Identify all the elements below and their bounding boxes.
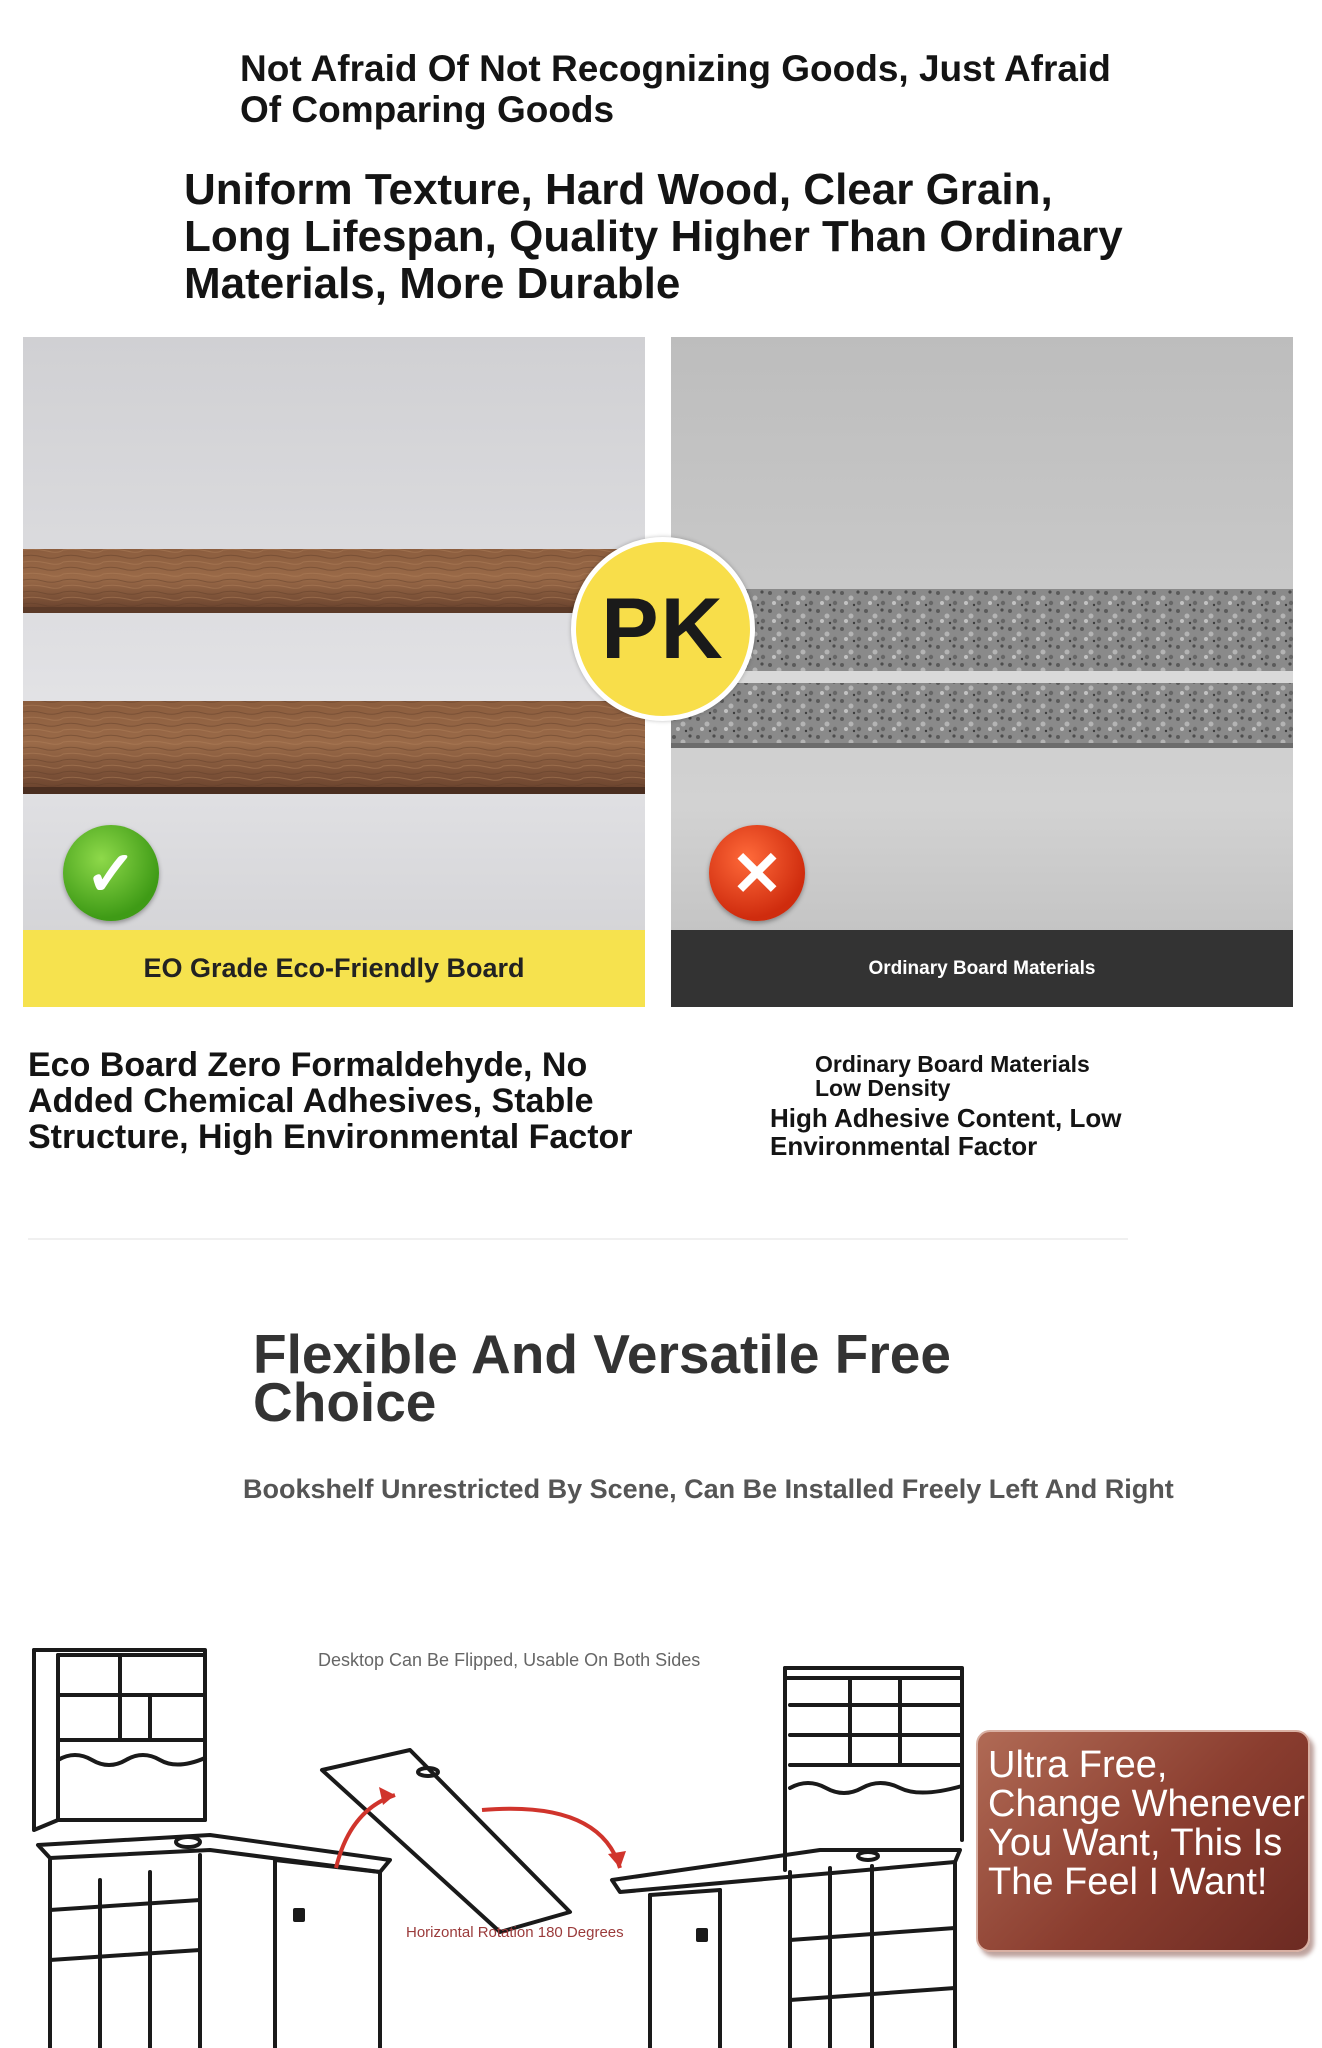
section-subtitle-bookshelf: Bookshelf Unrestricted By Scene, Can Be Installed Freely Left And Right [243, 1474, 1174, 1504]
ordinary-board-label: Ordinary Board Materials [868, 957, 1096, 979]
ordinary-board-title: Ordinary Board Materials Low Density [815, 1051, 1090, 1101]
promo-callout [976, 1730, 1310, 1952]
pk-badge: PK [571, 537, 755, 721]
section-divider [28, 1238, 1128, 1240]
eco-board-description: Eco Board Zero Formaldehyde, No Added Chemical Adhesives, Stable Structure, High Environmental Factor [28, 1046, 633, 1156]
cross-icon: ✕ [709, 825, 805, 921]
eco-board-label-bar [23, 930, 645, 1007]
ordinary-board-description: High Adhesive Content, Low Environmental Factor [770, 1103, 1122, 1161]
section-title-flexible: Flexible And Versatile Free Choice [253, 1323, 951, 1433]
rotate-caption: Horizontal Rotation 180 Degrees [406, 1924, 624, 1941]
ordinary-board-photo [671, 337, 1293, 1007]
arrowhead-right [608, 1851, 626, 1868]
right-bookshelf-illustration [612, 1668, 962, 2048]
promo-text: Ultra Free, Change Whenever You Want, This Is The Feel I Want! [988, 1744, 1305, 1903]
check-icon: ✓ [63, 825, 159, 921]
headline-quality-features: Uniform Texture, Hard Wood, Clear Grain, Long Lifespan, Quality Higher Than Ordinary Materials, More Durable [184, 165, 1123, 308]
ordinary-board-label-bar [671, 930, 1293, 1007]
headline-compare-goods: Not Afraid Of Not Recognizing Goods, Just Afraid Of Comparing Goods [240, 48, 1111, 130]
eco-board-photo [23, 337, 645, 1007]
rotate-arrow-right [482, 1809, 620, 1868]
flip-caption: Desktop Can Be Flipped, Usable On Both Sides [318, 1650, 701, 1670]
left-bookshelf-illustration [34, 1650, 390, 2048]
flipping-desktop-illustration [322, 1750, 570, 1932]
eco-board-label: EO Grade Eco-Friendly Board [143, 953, 525, 983]
